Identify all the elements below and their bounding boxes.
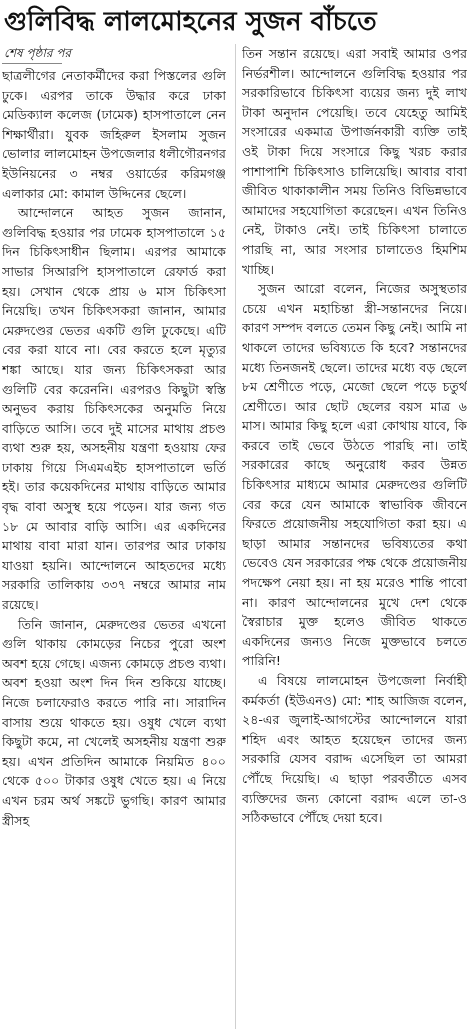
paragraph: ছাত্রলীগের নেতাকর্মীদের করা পিস্তলের গুলি ঢুকে। এরপর তাকে উদ্ধার করে ঢাকা মেডিক্যাল কলেজ (ঢামেক) হাসপাতালে নেন শিক্ষার্থীরা। যুবক জহিরুল ইসলাম সুজন ভোলার লালমোহন উপজেলার ধলীগৌরনগর ইউনিয়নের ৩ নম্বর ওয়ার্ডের করিমগঞ্জ এলাকার মো: কামাল উদ্দিনের ছেলে। bbox=[2, 68, 226, 201]
left-column bbox=[2, 44, 226, 1029]
paragraph: তিনি জানান, মেরুদণ্ডের ভেতর এখনো গুলি থাকায় কোমড়ের নিচের পুরো অংশ অবশ হয়ে গেছে। এজন্য কোমড়ে প্রচণ্ড ব্যথা। অবশ হওয়া অংশ দিন দিন শুকিয়ে যাচ্ছে। নিজে চলাফেরাও করতে পারি না। সারাদিন বাসায় শুয়ে থাকতে হয়। ওষুধ খেলে ব্যথা কিছুটা কমে, না খেলেই অসহনীয় যন্ত্রণা শুরু হয়। এখন প্রতিদিন আমাকে নিয়মিত ৪০০ থেকে ৫০০ টাকার ওষুধ খেতে হয়। এ নিয়ে এখন চরম অর্থ সঙ্কটে ভুগছি। কারণ আমার স্ত্রীসহ bbox=[2, 616, 226, 828]
paragraph: তিন সন্তান রয়েছে। এরা সবাই আমার ওপর নির্ভরশীল। আন্দোলনে গুলিবিদ্ধ হওয়ার পর সরকারিভাবে চিকিৎসা ব্যয়ের জন্য দুই লাখ টাকা অনুদান পেয়েছি। তবে যেহেতু আমিই সংসারের একমাত্র উপার্জনকারী ব্যক্তি তাই ওই টাকা দিয়ে সংসারে কিছু খরচ করার পাশাপাশি চিকিৎসাও চালিয়েছি। আবার বাবা জীবিত থাকাকালীন সময় তিনিও বিভিন্নভাবে আমাদের সহযোগিতা করেছেন। এখন তিনিও নেই, টাকাও নেই। তাই চিকিৎসা চালাতে পারছি না, আর সংসার চালাতেও হিমশিম খাচ্ছি। bbox=[242, 46, 467, 277]
continued-from-label: শেষ পৃষ্ঠার পর bbox=[4, 46, 72, 60]
right-column bbox=[242, 44, 467, 1029]
paragraph: আন্দোলনে আহত সুজন জানান, গুলিবিদ্ধ হওয়ার পর ঢামেক হাসপাতালে ১৫ দিন চিকিৎসাধীন ছিলাম। এরপর আমাকে সাভার সিআরপি হাসপাতালে রেফার্ড করা হয়। সেখান থেকে প্রায় ৬ মাস চিকিৎসা নিয়েছি। তখন চিকিৎসকরা জানান, আমার মেরুদণ্ডের ভেতর একটি গুলি ঢুকেছে। এটি বের করা যাবে না। বের করতে হলে মৃত্যুর শঙ্কা আছে। যার জন্য চিকিৎসকরা আর গুলিটি বের করেননি। এরপরও কিছুটা স্বস্তি অনুভব করায় চিকিৎসকের অনুমতি নিয়ে বাড়িতে আসি। তবে দুই মাসের মাথায় প্রচণ্ড ব্যথা শুরু হয়, অসহনীয় যন্ত্রণা হওয়ায় ফের ঢাকায় গিয়ে সিএমএইচ হাসপাতালে ভর্তি হই। তার কয়েকদিনের মাথায় বাড়িতে আমার বৃদ্ধ বাবা অসুস্থ হয়ে পড়েন। যার জন্য গত ১৮ মে আবার বাড়ি আসি। এর একদিনের মাথায় বাবা মারা যান। তারপর আর ঢাকায় যাওয়া হয়নি। আন্দোলনে আহতদের মধ্যে সরকারি তালিকায় ৩৩৭ নম্বরে আমার নাম রয়েছে। bbox=[2, 205, 226, 613]
kicker-rule bbox=[2, 63, 62, 64]
paragraph: সুজন আরো বলেন, নিজের অসুস্থতার চেয়ে এখন মহাচিন্তা স্ত্রী-সন্তানদের নিয়ে। কারণ সম্পদ বলতে তেমন কিছু নেই। আমি না থাকলে তাদের ভবিষ্যতে কি হবে? সন্তানদের মধ্যে তিনজনই ছেলে। তাদের মধ্যে বড় ছেলে ৮ম শ্রেণীতে পড়ে, মেজো ছেলে পড়ে চতুর্থ শ্রেণীতে। আর ছোট ছেলের বয়স মাত্র ৬ মাস। আমার কিছু হলে এরা কোথায় যাবে, কি করবে তাই ভেবে উঠতে পারছি না। তাই সরকারের কাছে অনুরোধ করব উন্নত চিকিৎসার মাধ্যমে আমার মেরুদণ্ডের গুলিটি বের করে যেন আমাকে স্বাভাবিক জীবনে ফিরতে প্রয়োজনীয় সহযোগিতা করা হয়। এ ছাড়া আমার সন্তানদের ভবিষ্যতের কথা ভেবেও যেন সরকারের পক্ষ থেকে প্রয়োজনীয় পদক্ষেপ নেয়া হয়। না হয় মরেও শান্তি পাবো না। কারণ আন্দোলনের মুখে দেশ থেকে স্বৈরাচার মুক্ত হলেও জীবিত থাকতে একদিনের জন্যও নিজে মুক্তভাবে চলতে পারিনি! bbox=[242, 281, 467, 669]
column-divider bbox=[235, 44, 236, 1029]
paragraph: এ বিষয়ে লালমোহন উপজেলা নির্বাহী কর্মকর্তা (ইউএনও) মো: শাহ আজিজ বলেন, ২৪-এর জুলাই-আগস্টের আন্দোলনে যারা শহিদ এবং আহত হয়েছেন তাদের জন্য সরকারি যেসব বরাদ্দ এসেছিল তা আমরা পৌঁছে দিয়েছি। এ ছাড়া পরবর্তীতে এসব ব্যক্তিদের জন্য কোনো বরাদ্দ এলে তা-ও সঠিকভাবে পৌঁছে দেয়া হবে। bbox=[242, 673, 467, 826]
headline: গুলিবিদ্ধ লালমোহনের সুজন বাঁচতে bbox=[4, 7, 377, 37]
